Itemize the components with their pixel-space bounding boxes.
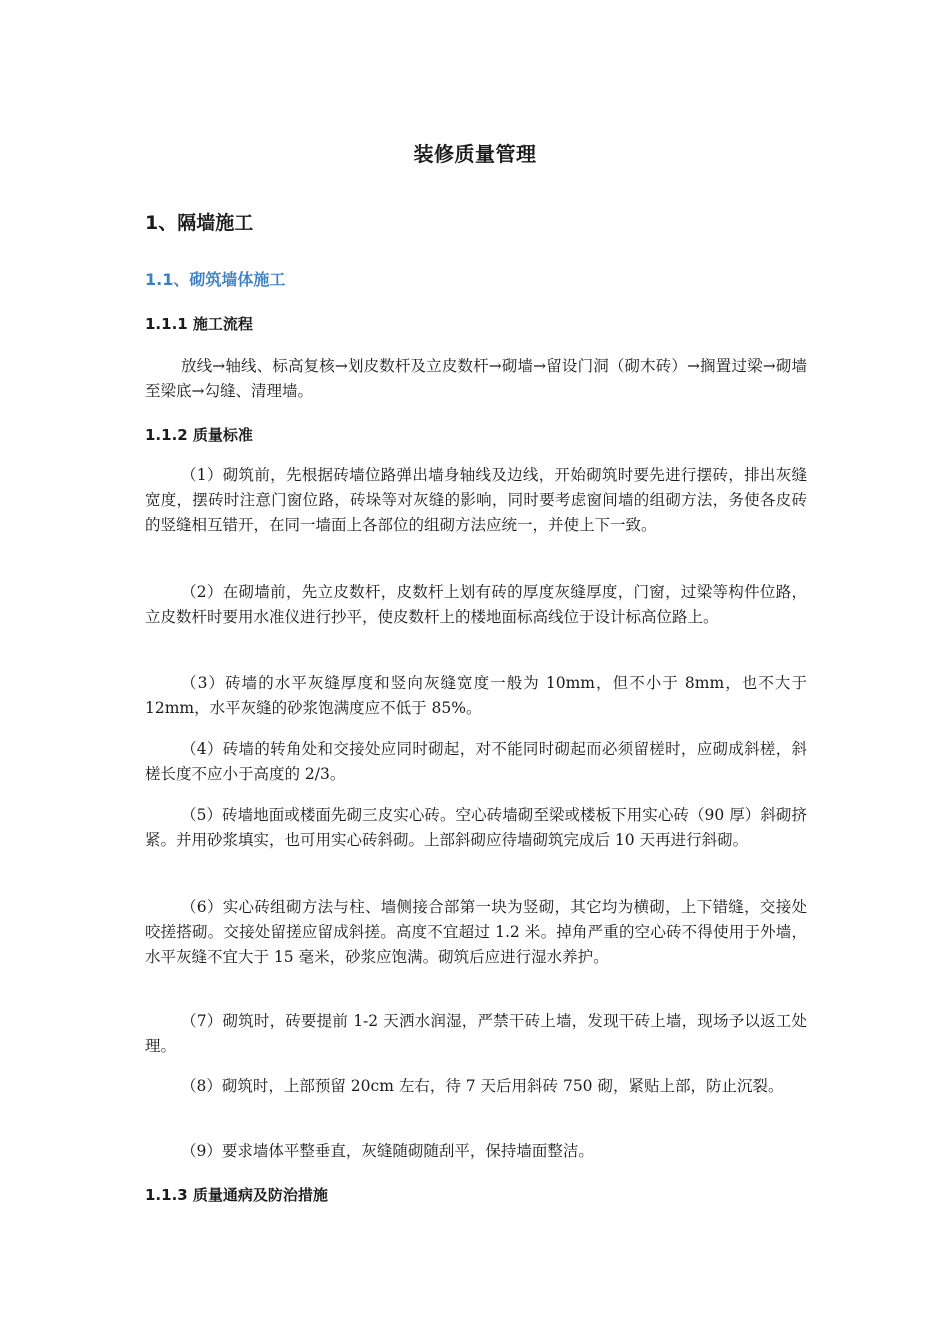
standard-item-5: （5）砖墙地面或楼面先砌三皮实心砖。空心砖墙砌至梁或楼板下用实心砖（90 厚）斜砌挤紧。并用砂浆填实，也可用实心砖斜砌。上部斜砌应待墙砌筑完成后 10 天再进行斜砌。 xyxy=(145,806,807,849)
standard-item-9: （9）要求墙体平整垂直，灰缝随砌随刮平，保持墙面整洁。 xyxy=(181,1142,594,1160)
heading-construction-process: 1.1.1 施工流程 xyxy=(145,315,253,333)
standard-item-6: （6）实心砖组砌方法与柱、墙侧接合部第一块为竖砌，其它均为横砌，上下错缝，交接处咬搓搭砌。交接处留搓应留成斜搓。高度不宜超过 1.2 米。掉角严重的空心砖不得使用于外墙，水平灰缝不宜大于 15 毫米，砂浆应饱满。砌筑后应进行湿水养护。 xyxy=(145,898,807,966)
standard-item-4: （4）砖墙的转角处和交接处应同时砌起，对不能同时砌起而必须留槎时，应砌成斜槎，斜槎长度不应小于高度的 2/3。 xyxy=(145,740,807,783)
document-title: 装修质量管理 xyxy=(413,142,537,166)
standard-item-7: （7）砌筑时，砖要提前 1-2 天洒水润湿，严禁干砖上墙，发现干砖上墙，现场予以返工处理。 xyxy=(145,1012,807,1055)
standard-item-8: （8）砌筑时，上部预留 20cm 左右，待 7 天后用斜砖 750 砌，紧贴上部，防止沉裂。 xyxy=(181,1077,784,1095)
standard-item-1: （1）砌筑前，先根据砖墙位路弹出墙身轴线及边线，开始砌筑时要先进行摆砖，排出灰缝宽度，摆砖时注意门窗位路，砖垛等对灰缝的影响，同时要考虑窗间墙的组砌方法，务使各皮砖的竖缝相互错开，在同一墙面上各部位的组砌方法应统一，并使上下一致。 xyxy=(145,466,807,534)
standard-item-3: （3）砖墙的水平灰缝厚度和竖向灰缝宽度一般为 10mm，但不小于 8mm，也不大于 12mm，水平灰缝的砂浆饱满度应不低于 85%。 xyxy=(145,674,807,717)
heading-quality-defects: 1.1.3 质量通病及防治措施 xyxy=(145,1186,328,1204)
standard-item-2: （2）在砌墙前，先立皮数杆，皮数杆上划有砖的厚度灰缝厚度，门窗，过梁等构件位路，立皮数杆时要用水准仪进行抄平，使皮数杆上的楼地面标高线位于设计标高位路上。 xyxy=(145,583,807,626)
heading-section-1: 1、隔墙施工 xyxy=(145,212,254,234)
construction-flow-paragraph: 放线→轴线、标高复核→划皮数杆及立皮数杆→砌墙→留设门洞（砌木砖）→搁置过梁→砌墙至梁底→勾缝、清理墙。 xyxy=(145,357,807,400)
heading-section-1-1: 1.1、砌筑墙体施工 xyxy=(145,270,286,289)
heading-quality-standard: 1.1.2 质量标准 xyxy=(145,426,253,444)
